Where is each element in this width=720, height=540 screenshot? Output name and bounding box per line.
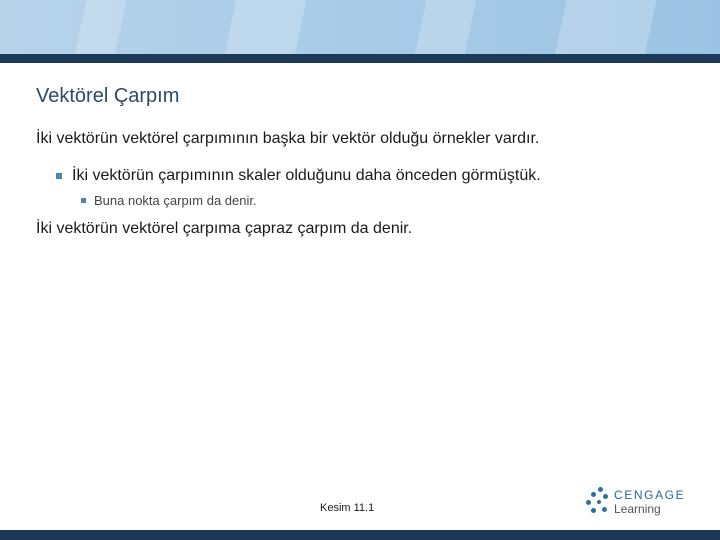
paragraph: İki vektörün vektörel çarpımının başka bir vektör olduğu örnekler vardır. xyxy=(36,130,540,147)
banner-stripe xyxy=(411,0,478,54)
cengage-logo xyxy=(585,487,695,517)
logo-subtext: Learning xyxy=(614,502,661,516)
banner-stripe xyxy=(71,0,128,54)
section-footer: Kesim 11.1 xyxy=(320,502,375,514)
sub-bullet-text: Buna nokta çarpım da denir. xyxy=(94,193,257,208)
slide-title: Vektörel Çarpım xyxy=(36,85,180,107)
sub-bullet-item xyxy=(81,193,690,208)
header-banner xyxy=(0,0,720,54)
paragraph: İki vektörün vektörel çarpıma çapraz çarpım da denir. xyxy=(36,220,413,237)
bullet-item xyxy=(56,167,690,185)
logo-text: CENGAGE xyxy=(614,488,686,502)
square-bullet-icon xyxy=(81,198,86,203)
banner-stripe xyxy=(551,0,658,54)
logo-dots-icon xyxy=(585,487,611,517)
footer-bar xyxy=(0,530,720,540)
banner-stripe xyxy=(221,0,308,54)
header-bar xyxy=(0,54,720,63)
bullet-text: İki vektörün çarpımının skaler olduğunu daha önceden görmüştük. xyxy=(72,167,541,184)
square-bullet-icon xyxy=(56,173,62,179)
slide-content xyxy=(36,130,690,238)
